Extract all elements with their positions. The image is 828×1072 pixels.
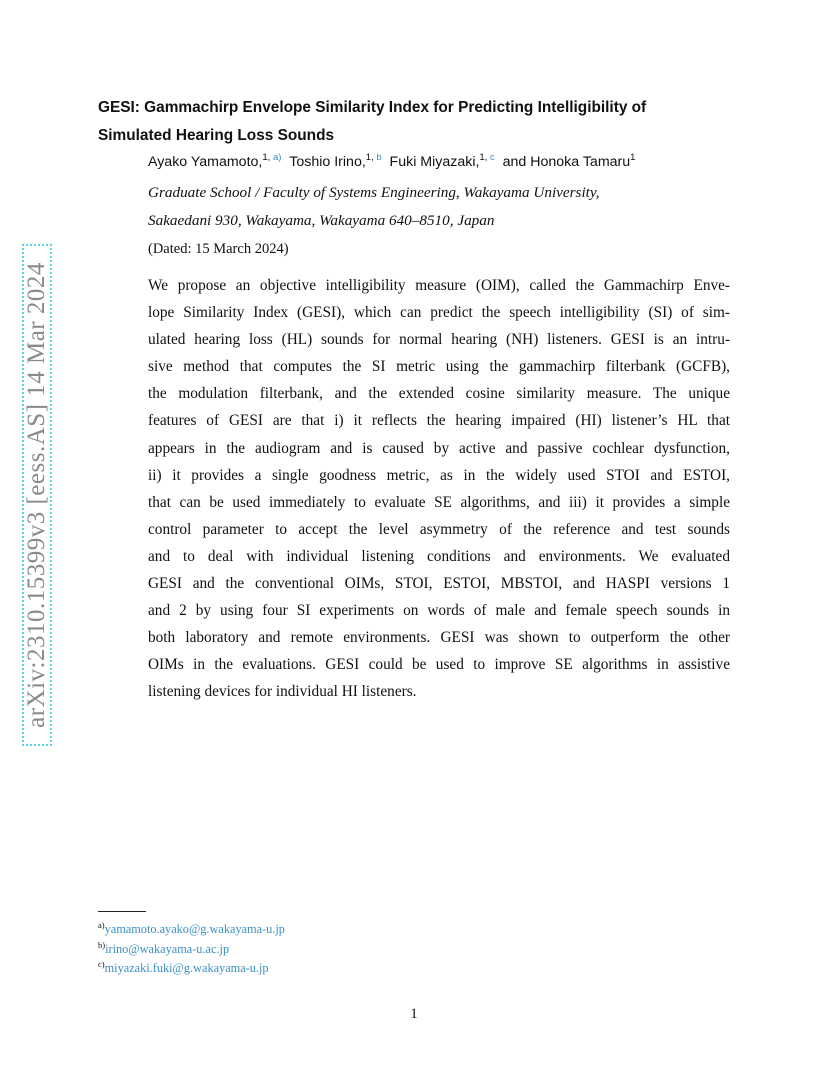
abstract-line: GESI and the conventional OIMs, STOI, ESTOI, MBSTOI, and HASPI versions 1	[148, 575, 730, 593]
abstract-line: and to deal with individual listening conditions and environments. We evaluated	[148, 547, 730, 565]
author-name: Fuki Miyazaki,	[389, 154, 480, 170]
affiliation-mark: 1,	[262, 152, 271, 163]
paper-title-line: GESI: Gammachirp Envelope Similarity Index for Predicting Intelligibility of	[98, 99, 647, 116]
paper-title	[98, 94, 718, 150]
affiliation-line: Graduate School / Faculty of Systems Engineering, Wakayama University,	[148, 184, 600, 201]
author-superscript	[366, 152, 382, 163]
email-link[interactable]: miyazaki.fuki@g.wakayama-u.jp	[104, 961, 269, 975]
footnote-mark: c)	[98, 959, 105, 969]
abstract-line: the modulation filterbank, and the extended cosine similarity measure. The unique	[148, 385, 730, 403]
abstract-line: listening devices for individual HI listeners.	[148, 683, 417, 701]
email-link[interactable]: irino@wakayama-u.ac.jp	[105, 942, 230, 956]
paper-title-line: Simulated Hearing Loss Sounds	[98, 127, 335, 144]
abstract-line: OIMs in the evaluations. GESI could be used to improve SE algorithms in assistive	[148, 656, 730, 674]
author-superscript	[262, 152, 281, 163]
abstract-line: lope Similarity Index (GESI), which can predict the speech intelligibility (SI) of sim-	[148, 304, 730, 322]
abstract-line: ulated hearing loss (HL) sounds for normal hearing (NH) listeners. GESI is an intru-	[148, 331, 730, 349]
affiliation-line: Sakaedani 930, Wakayama, Wakayama 640–8510, Japan	[148, 212, 495, 229]
affiliation-mark: 1	[630, 152, 636, 163]
author-list	[148, 152, 635, 170]
author-superscript	[630, 152, 635, 163]
affiliation-mark: 1,	[479, 152, 488, 163]
footnote-a	[98, 920, 285, 937]
abstract-line: appears in the audiogram and is caused by active and passive cochlear dysfunction,	[148, 439, 730, 457]
footnote-mark: a)	[98, 920, 105, 930]
author-superscript	[479, 152, 494, 163]
abstract-line: both laboratory and remote environments. GESI was shown to outperform the other	[148, 629, 730, 647]
footnote-link[interactable]: c	[490, 152, 495, 163]
arxiv-identifier-stamp	[22, 244, 52, 746]
affiliation	[148, 179, 600, 235]
affiliation-mark: 1,	[365, 152, 374, 163]
abstract-line: We propose an objective intelligibility measure (OIM), called the Gammachirp Enve-	[148, 277, 730, 294]
abstract-line: control parameter to accept the level asymmetry of the reference and test sounds	[148, 520, 730, 538]
author-name: Toshio Irino,	[289, 154, 366, 170]
dated-line: (Dated: 15 March 2024)	[148, 241, 289, 257]
footnote-c	[98, 959, 269, 976]
footnote-link[interactable]: a)	[272, 152, 282, 163]
abstract-line: and 2 by using four SI experiments on words of male and female speech sounds in	[148, 602, 730, 620]
email-link[interactable]: yamamoto.ayako@g.wakayama-u.jp	[104, 922, 285, 936]
abstract-line: that can be used immediately to evaluate SE algorithms, and iii) it provides a simple	[148, 493, 730, 511]
footnote-mark: b)	[98, 940, 106, 950]
footnote-divider	[98, 911, 146, 912]
abstract	[148, 272, 730, 706]
author-name: Ayako Yamamoto,	[148, 154, 263, 170]
author-name: and Honoka Tamaru	[502, 154, 631, 170]
abstract-line: ii) it provides a single goodness metric, as in the widely used STOI and ESTOI,	[148, 466, 730, 484]
page-number: 1	[410, 1006, 418, 1022]
footnote-link[interactable]: b	[376, 152, 382, 163]
arxiv-identifier-text: arXiv:2310.15399v3 [eess.AS] 14 Mar 2024	[23, 262, 50, 728]
abstract-line: features of GESI are that i) it reflects the hearing impaired (HI) listener’s HL that	[148, 412, 730, 430]
abstract-line: sive method that computes the SI metric using the gammachirp filterbank (GCFB),	[148, 358, 730, 376]
footnote-b	[98, 940, 229, 957]
